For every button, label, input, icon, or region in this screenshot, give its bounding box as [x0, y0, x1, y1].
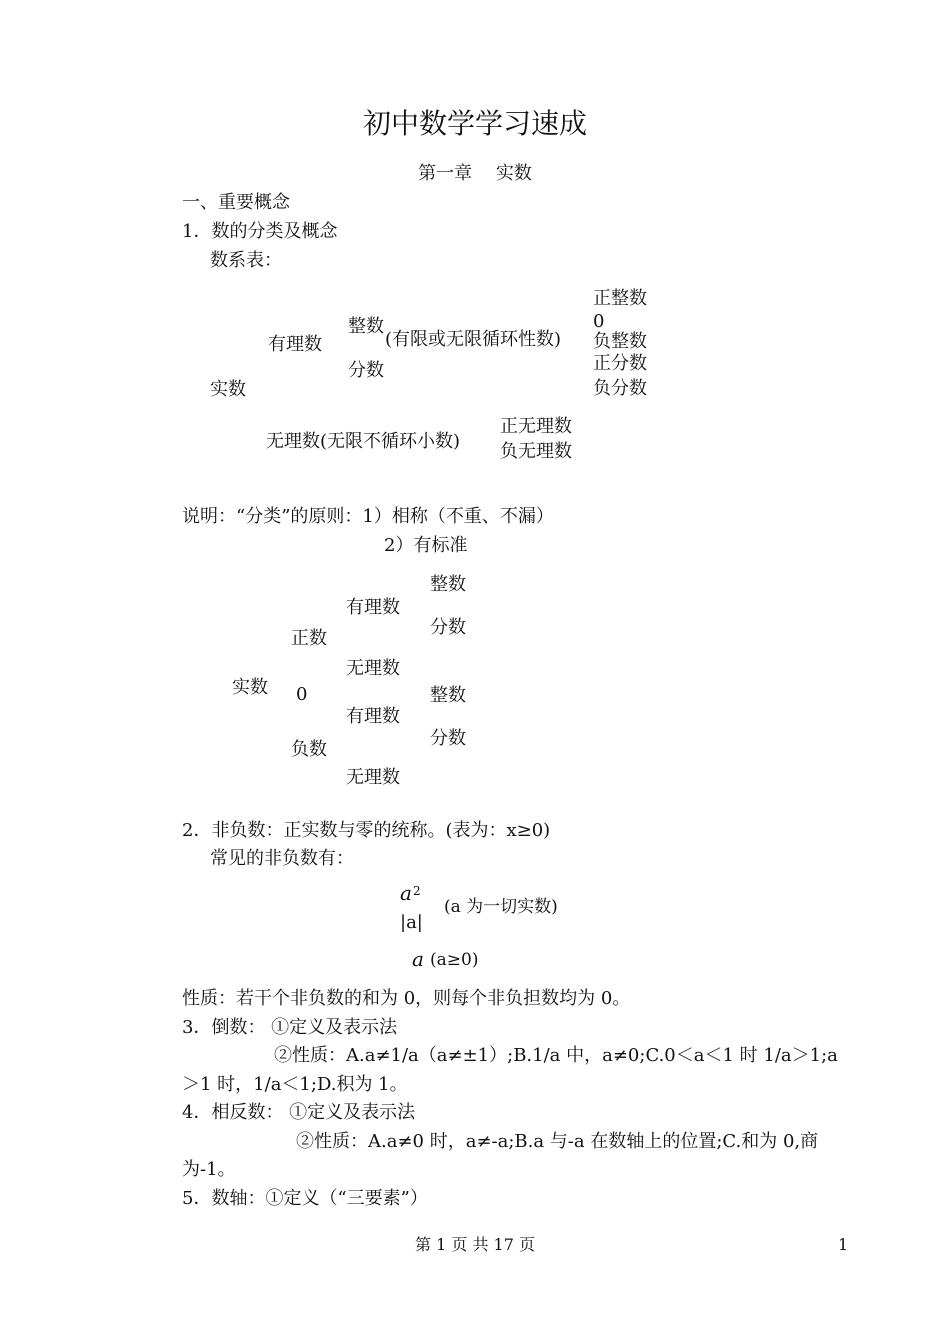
tree1-irrational: 无理数(无限不循环小数): [266, 431, 461, 452]
formula-a-nonneg: a: [412, 947, 424, 971]
page-footer: 第 1 页 共 17 页: [415, 1235, 535, 1254]
tree1-paren-note: (有限或无限循环性数): [385, 329, 562, 350]
tree1-positive-irrational: 正无理数: [500, 416, 572, 437]
tree2-integer-positive: 整数: [430, 574, 466, 595]
tree1-negative-fraction: 负分数: [593, 378, 647, 399]
property-text: 性质：若干个非负数的和为 0，则每个非负担数均为 0。: [182, 988, 631, 1009]
item-3-property-line-1: ②性质：A.a≠1/a（a≠±1）;B.1/a 中，a≠0;C.0＜a＜1 时 1/a＞1;a: [274, 1045, 838, 1066]
chapter-heading: 第一章 实数: [418, 163, 532, 184]
tree2-fraction-negative: 分数: [430, 728, 466, 749]
tree2-fraction-positive: 分数: [430, 617, 466, 638]
tree2-integer-negative: 整数: [430, 685, 466, 706]
formula-a-squared-exponent: 2: [413, 884, 421, 898]
page-number: 1: [838, 1235, 849, 1254]
tree2-rational-positive: 有理数: [346, 597, 400, 618]
tree2-zero: 0: [296, 684, 308, 705]
item-3-heading: 3．倒数： ①定义及表示法: [182, 1017, 398, 1038]
formula-a-squared-base: a: [400, 881, 412, 905]
item-5-heading: 5．数轴：①定义（“三要素”）: [182, 1188, 428, 1209]
tree1-zero: 0: [593, 311, 605, 332]
item-3-property-line-2: ＞1 时，1/a＜1;D.积为 1。: [182, 1074, 408, 1095]
tree2-irrational-negative: 无理数: [346, 767, 400, 788]
tree2-rational-negative: 有理数: [346, 706, 400, 727]
common-nonnegative-label: 常见的非负数有：: [210, 848, 354, 869]
formula-absolute-a: |a|: [400, 912, 423, 933]
item-1-heading: 1．数的分类及概念: [182, 221, 338, 242]
item-4-heading: 4．相反数： ①定义及表示法: [182, 1102, 416, 1123]
item-2-heading: 2．非负数：正实数与零的统称。(表为：x≥0): [182, 820, 551, 841]
tree2-positive: 正数: [291, 628, 327, 649]
tree1-negative-irrational: 负无理数: [500, 441, 572, 462]
formula-condition-nonneg: (a≥0): [430, 950, 479, 970]
tree1-integer: 整数: [348, 316, 384, 337]
item-4-property-line-1: ②性质：A.a≠0 时，a≠-a;B.a 与-a 在数轴上的位置;C.和为 0,商: [296, 1131, 819, 1152]
item-4-property-line-2: 为-1。: [182, 1159, 236, 1180]
classification-note-2: 2）有标准: [384, 535, 468, 556]
tree1-positive-integer: 正整数: [593, 288, 647, 309]
number-table-label: 数系表：: [210, 250, 282, 271]
formula-condition-all-reals: (a 为一切实数): [444, 897, 558, 917]
tree2-negative: 负数: [291, 739, 327, 760]
tree1-real: 实数: [210, 379, 246, 400]
section-heading: 一、重要概念: [182, 192, 290, 213]
tree1-positive-fraction: 正分数: [593, 353, 647, 374]
tree2-irrational-positive: 无理数: [346, 658, 400, 679]
tree1-negative-integer: 负整数: [593, 331, 647, 352]
page-title: 初中数学学习速成: [362, 107, 587, 140]
tree1-fraction: 分数: [348, 360, 384, 381]
classification-note-1: 说明：“分类”的原则：1）相称（不重、不漏）: [182, 506, 554, 527]
tree2-real: 实数: [232, 677, 268, 698]
tree1-rational: 有理数: [268, 334, 322, 355]
